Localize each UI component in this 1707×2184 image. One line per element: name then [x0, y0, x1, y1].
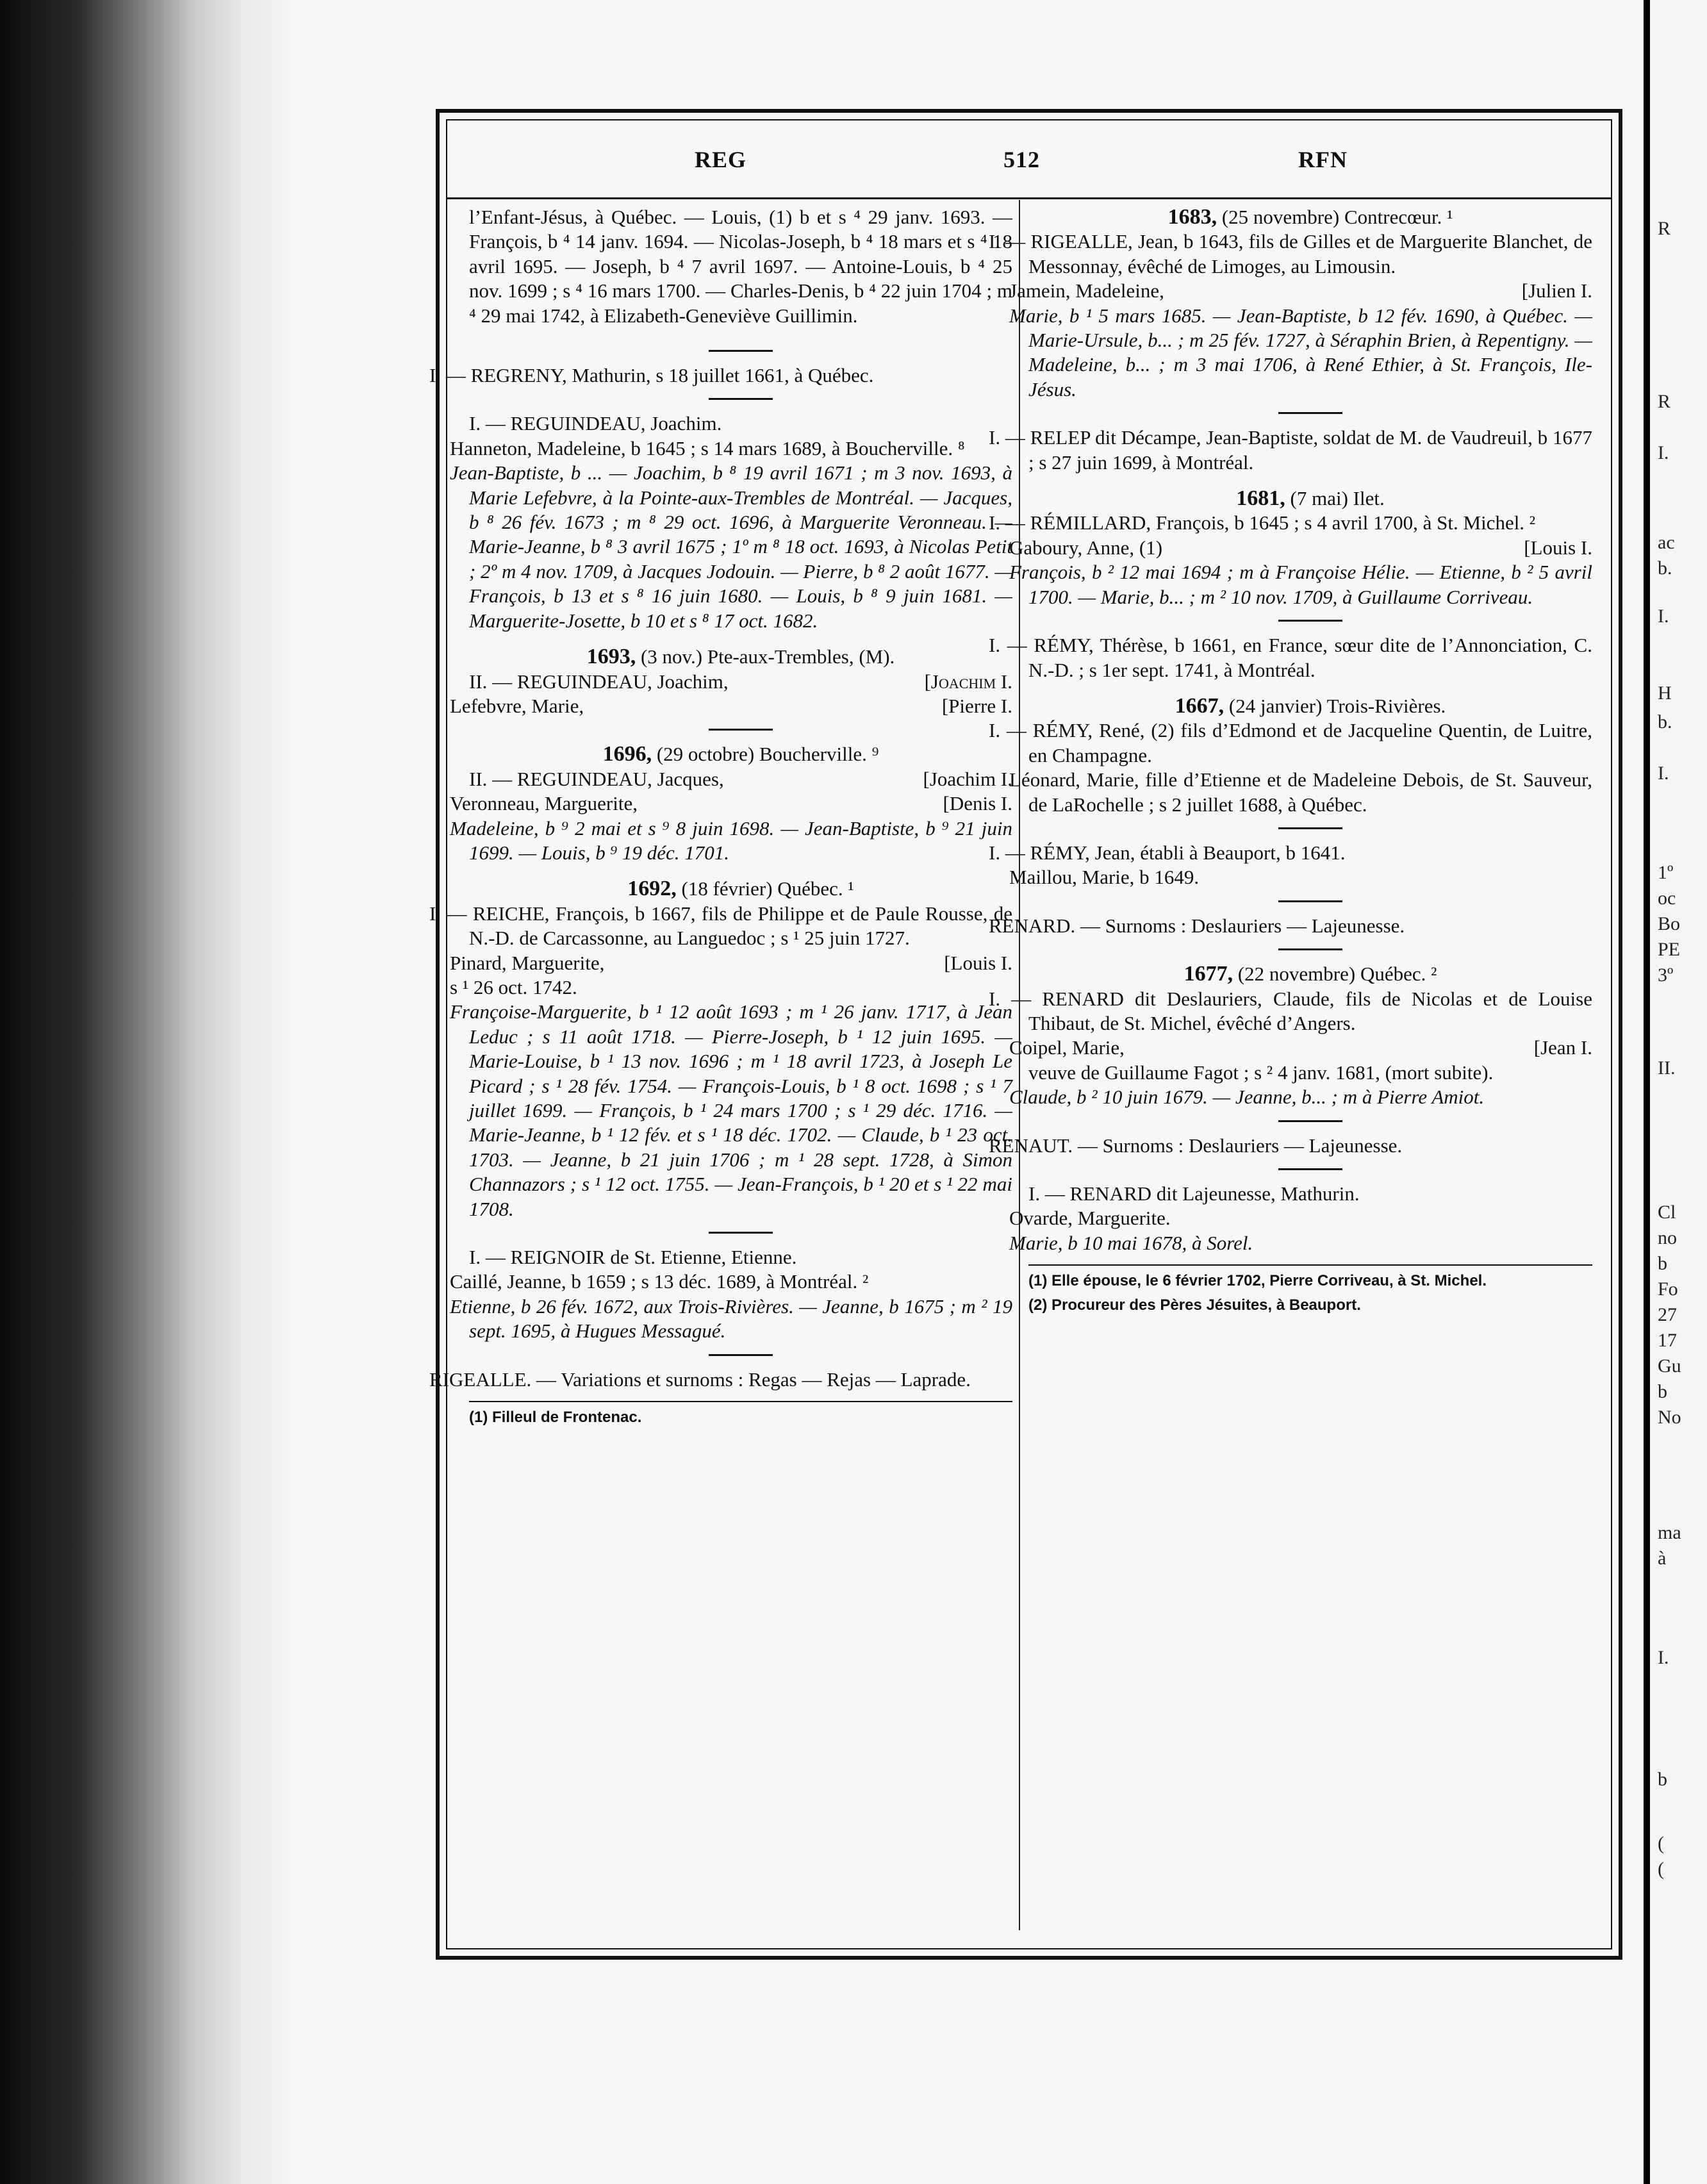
margin-fragment: I.	[1658, 606, 1669, 627]
entry-remy-jean: I. — RÉMY, Jean, établi à Beauport, b 1641.	[989, 841, 1346, 864]
margin-fragment: R	[1658, 391, 1671, 412]
marriage-year-1683	[1028, 205, 1592, 229]
entry-children: Marie, b ¹ 5 mars 1685. — Jean-Baptiste, b 12 fév. 1690, à Québec. — Marie-Ursule, b... ; m 25 fév. 1727, à Séraphin Brien, à Repentigny. — Madeleine, b... ; m 3 mai 1706, à René Ethier, à St. François, Ile-Jésus.	[1009, 304, 1592, 401]
separator-rule	[1278, 827, 1342, 829]
entry-spouse-line	[1009, 279, 1592, 303]
spouse-name: Jamein, Madeleine,	[1009, 279, 1164, 302]
entry-renard-surnames: RENARD. — Surnoms : Deslauriers — Lajeunesse.	[989, 914, 1405, 937]
entry-reiche: I. — REICHE, François, b 1667, fils de Philippe et de Paule Rousse, de N.-D. de Carcassonne, au Languedoc ; s ¹ 25 juin 1727.	[429, 902, 1012, 950]
year-number: 1681,	[1236, 486, 1285, 511]
entry-children: Etienne, b 26 fév. 1672, aux Trois-Rivières. — Jeanne, b 1675 ; m ² 19 sept. 1695, à Hugues Messagué.	[450, 1295, 1012, 1343]
margin-fragment: No	[1658, 1407, 1681, 1428]
year-number: 1692,	[627, 877, 677, 901]
left-column	[429, 205, 1012, 1427]
entry-title: II. — REGUINDEAU, Jacques,	[469, 767, 724, 790]
entry-spouse-line: Léonard, Marie, fille d’Etienne et de Madeleine Debois, de St. Sauveur, de LaRochelle ; s 2 juillet 1688, à Québec.	[1009, 768, 1592, 816]
margin-fragment: oc	[1658, 888, 1676, 909]
entry-reignoir: I. — REIGNOIR de St. Etienne, Etienne.	[469, 1246, 797, 1269]
margin-fragment: 3º	[1658, 964, 1674, 986]
father-reference: [Joachim I.	[924, 670, 1012, 693]
spouse-name: Pinard, Marguerite,	[450, 951, 605, 974]
margin-fragment: (	[1658, 1858, 1664, 1880]
entry-remy-therese: I. — RÉMY, Thérèse, b 1661, en France, sœur dite de l’Annonciation, C. N.-D. ; s 1er sept. 1741, à Montréal.	[989, 634, 1592, 681]
entry-spouse-detail: veuve de Guillaume Fagot ; s ² 4 janv. 1681, (mort subite).	[1028, 1061, 1494, 1084]
margin-fragment: H	[1658, 682, 1672, 704]
entry-rigealle: I. — RIGEALLE, Jean, b 1643, fils de Gilles et de Marguerite Blanchet, de Messonnay, évêché de Limoges, au Limousin.	[989, 230, 1592, 277]
margin-fragment: I.	[1658, 442, 1669, 463]
margin-fragment: b.	[1658, 711, 1672, 732]
spouse-name: Veronneau, Marguerite,	[450, 792, 638, 815]
margin-fragment: I.	[1658, 763, 1669, 784]
father-reference: [Joachim I.	[923, 767, 1012, 790]
entry-remy-rene: I. — RÉMY, René, (2) fils d’Edmond et de Jacqueline Quentin, de Luitre, en Champagne.	[989, 719, 1592, 766]
year-place: (22 novembre) Québec. ²	[1237, 963, 1437, 986]
margin-fragment: (	[1658, 1833, 1664, 1854]
separator-rule	[1278, 412, 1342, 414]
book-spine	[0, 0, 292, 2184]
father-reference: [Louis I.	[944, 951, 1012, 974]
separator-rule	[709, 350, 773, 352]
entry-spouse-line: Caillé, Jeanne, b 1659 ; s 13 déc. 1689, à Montréal. ²	[450, 1270, 869, 1293]
footnote: (2) Procureur des Pères Jésuites, à Beauport.	[1028, 1296, 1361, 1314]
entry-spouse-line	[450, 951, 1012, 975]
entry-spouse-line	[450, 791, 1012, 816]
entry-title: II. — REGUINDEAU, Joachim,	[469, 670, 729, 693]
margin-fragment: Gu	[1658, 1355, 1681, 1377]
margin-fragment: à	[1658, 1548, 1667, 1569]
margin-fragment: b	[1658, 1769, 1667, 1790]
margin-fragment: 17	[1658, 1330, 1677, 1351]
separator-rule	[709, 398, 773, 400]
entry-children: François, b ² 12 mai 1694 ; m à Françoise Hélie. — Etienne, b ² 5 avril 1700. — Marie, b... ; m ² 10 nov. 1709, à Guillaume Corriveau.	[1009, 561, 1592, 608]
footnote-area	[1028, 1264, 1592, 1314]
entry-regreny: I. — REGRENY, Mathurin, s 18 juillet 1661, à Québec.	[429, 364, 874, 387]
year-number: 1677,	[1183, 962, 1233, 986]
year-place: (24 janvier) Trois-Rivières.	[1228, 694, 1446, 717]
year-number: 1696,	[602, 742, 652, 766]
margin-fragment: 27	[1658, 1304, 1677, 1325]
margin-fragment: b	[1658, 1381, 1667, 1402]
separator-rule	[709, 1232, 773, 1234]
margin-fragment: ma	[1658, 1522, 1681, 1543]
father-reference: [Jean I.	[1533, 1036, 1592, 1059]
spouse-name: Coipel, Marie,	[1009, 1036, 1125, 1059]
entry-children: Madeleine, b ⁹ 2 mai et s ⁹ 8 juin 1698. — Jean-Baptiste, b ⁹ 21 juin 1699. — Louis, b ⁹ 19 déc. 1701.	[450, 816, 1012, 864]
separator-rule	[1278, 620, 1342, 622]
next-page-margin	[1644, 0, 1707, 2184]
column-divider	[1019, 200, 1020, 1930]
margin-fragment: I.	[1658, 1647, 1669, 1668]
margin-fragment: no	[1658, 1227, 1677, 1248]
entry-relep: I. — RELEP dit Décampe, Jean-Baptiste, soldat de M. de Vaudreuil, b 1677 ; s 27 juin 1699, à Montréal.	[989, 426, 1592, 474]
entry-renard-mathurin: I. — RENARD dit Lajeunesse, Mathurin.	[1028, 1182, 1360, 1205]
right-column	[989, 205, 1592, 1314]
running-header	[446, 119, 1612, 199]
entry-renard-claude: I. — RENARD dit Deslauriers, Claude, fils de Nicolas et de Louise Thibaut, de St. Michel, évêché d’Angers.	[989, 987, 1592, 1034]
entry-spouse-line	[450, 694, 1012, 718]
separator-rule	[709, 1354, 773, 1356]
margin-fragment: R	[1658, 218, 1671, 239]
year-place: (29 octobre) Boucherville. ⁹	[656, 743, 879, 766]
marriage-year-1692	[469, 877, 1012, 901]
entry-spouse-burial: s ¹ 26 oct. 1742.	[450, 975, 577, 998]
entry-reguindeau-children: Jean-Baptiste, b ... — Joachim, b ⁸ 19 avril 1671 ; m 3 nov. 1693, à Marie Lefebvre, à la Pointe-aux-Trembles de Montréal. — Jacques, b ⁸ 26 fév. 1673 ; m ⁸ 29 oct. 1696, à Marguerite Veronneau. — Marie-Jeanne, b ⁸ 3 avril 1675 ; 1º m ⁸ 18 oct. 1693, à Nicolas Petit ; 2º m 4 nov. 1709, à Jacques Jodouin. — Pierre, b ⁸ 2 août 1677. — François, b 13 et s ⁸ 16 juin 1680. — Louis, b ⁸ 9 juin 1681. — Marguerite-Josette, b 10 et s ⁸ 17 oct. 1682.	[450, 461, 1012, 632]
year-number: 1693,	[586, 645, 636, 669]
separator-rule	[1278, 1168, 1342, 1170]
father-reference: [Pierre I.	[941, 694, 1012, 717]
header-right-key: RFN	[1298, 147, 1348, 172]
year-place: (3 nov.) Pte-aux-Trembles, (M).	[640, 645, 895, 668]
spouse-name: Lefebvre, Marie,	[450, 694, 584, 717]
father-reference: [Julien I.	[1521, 279, 1592, 302]
entry-spouse-line	[1009, 1036, 1592, 1060]
father-reference: [Louis I.	[1524, 536, 1592, 559]
margin-fragment: b.	[1658, 558, 1672, 579]
margin-fragment: Bo	[1658, 913, 1681, 934]
marriage-year-1696	[469, 742, 1012, 766]
margin-fragment: ac	[1658, 532, 1675, 553]
marriage-year-1677	[1028, 962, 1592, 986]
separator-rule	[1278, 1120, 1342, 1122]
year-number: 1667,	[1175, 693, 1225, 718]
entry-reguindeau-spouse: Hanneton, Madeleine, b 1645 ; s 14 mars 1689, à Boucherville. ⁸	[450, 436, 965, 459]
entry-spouse-line	[1009, 536, 1592, 560]
margin-fragment: II.	[1658, 1057, 1676, 1079]
entry-reguindeau-head: I. — REGUINDEAU, Joachim.	[469, 412, 722, 435]
entry-renaut-surnames: RENAUT. — Surnoms : Deslauriers — Lajeunesse.	[989, 1134, 1403, 1157]
marriage-year-1667	[1028, 694, 1592, 718]
entry-children: Marie, b 10 mai 1678, à Sorel.	[1009, 1231, 1253, 1254]
margin-fragment: PE	[1658, 939, 1681, 960]
margin-fragment: Cl	[1658, 1202, 1676, 1223]
header-left-key: REG	[695, 147, 747, 172]
margin-fragment: 1º	[1658, 862, 1674, 883]
separator-rule	[1278, 900, 1342, 902]
entry-reguindeau-ii	[469, 670, 1012, 694]
year-place: (7 mai) Ilet.	[1290, 487, 1385, 510]
entry-children: Françoise-Marguerite, b ¹ 12 août 1693 ; m ¹ 26 janv. 1717, à Jean Leduc ; s 11 août 1718. — Pierre-Joseph, b ¹ 12 juin 1695. — Marie-Louise, b ¹ 13 nov. 1696 ; m ¹ 18 avril 1723, à Joseph Le Picard ; s ¹ 28 fév. 1754. — François-Louis, b ¹ 8 oct. 1698 ; s ¹ 7 juillet 1699. — François, b ¹ 24 mars 1700 ; s ¹ 29 déc. 1716. — Marie-Jeanne, b ¹ 12 fév. et s ¹ 18 déc. 1702. — Claude, b ¹ 23 oct. 1703. — Jeanne, b 21 juin 1706 ; m ¹ 28 sept. 1728, à Simon Channazors ; s ¹ 12 oct. 1755. — Jean-François, b ¹ 20 et s ¹ 22 mai 1708.	[450, 1000, 1012, 1220]
marriage-year-1681	[1028, 486, 1592, 511]
entry-rigealle-variations: RIGEALLE. — Variations et surnoms : Regas — Rejas — Laprade.	[429, 1368, 971, 1391]
spouse-name: Gaboury, Anne, (1)	[1009, 536, 1163, 559]
entry-remillard: I. — RÉMILLARD, François, b 1645 ; s 4 avril 1700, à St. Michel. ²	[989, 511, 1536, 534]
father-reference: [Denis I.	[943, 792, 1012, 815]
year-place: (25 novembre) Contrecœur. ¹	[1221, 206, 1453, 228]
page-number: 512	[1003, 147, 1040, 172]
entry-spouse-line: Maillou, Marie, b 1649.	[1009, 866, 1200, 889]
entry-continuation: l’Enfant-Jésus, à Québec. — Louis, (1) b et s ⁴ 29 janv. 1693. — François, b ⁴ 14 janv. 1694. — Nicolas-Joseph, b ⁴ 18 mars et s ⁴ 18 avril 1695. — Joseph, b ⁴ 7 avril 1697. — Antoine-Louis, b ⁴ 25 nov. 1699 ; s ⁴ 16 mars 1700. — Charles-Denis, b ⁴ 22 juin 1704 ; m ⁴ 29 mai 1742, à Elizabeth-Geneviève Guillimin.	[469, 206, 1012, 327]
footnote: (1) Elle épouse, le 6 février 1702, Pierre Corriveau, à St. Michel.	[1028, 1272, 1487, 1290]
footnote-area	[469, 1401, 1012, 1427]
footnote: (1) Filleul de Frontenac.	[469, 1409, 642, 1427]
margin-fragment: Fo	[1658, 1278, 1678, 1300]
separator-rule	[709, 729, 773, 731]
entry-spouse-line: Ovarde, Marguerite.	[1009, 1207, 1171, 1230]
entry-reguindeau-jacques	[469, 767, 1012, 791]
margin-fragment: b	[1658, 1253, 1667, 1274]
year-place: (18 février) Québec. ¹	[681, 877, 854, 900]
marriage-year-1693	[469, 645, 1012, 669]
entry-children: Claude, b ² 10 juin 1679. — Jeanne, b... ; m à Pierre Amiot.	[1009, 1086, 1485, 1109]
year-number: 1683,	[1167, 205, 1217, 229]
separator-rule	[1278, 948, 1342, 950]
